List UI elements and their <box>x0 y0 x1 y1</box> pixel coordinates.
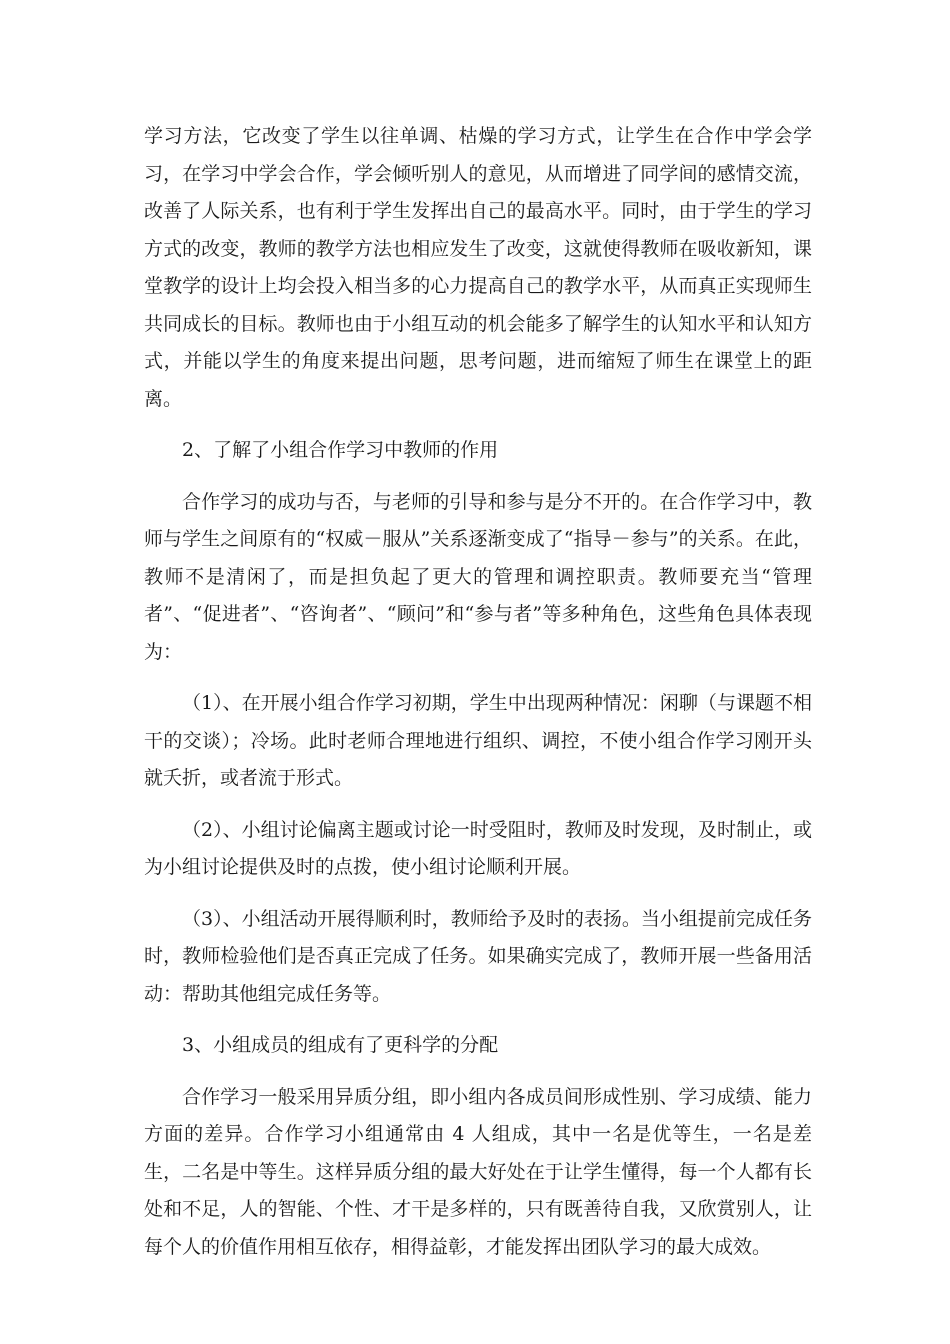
paragraph-continuation: 学习方法，它改变了学生以往单调、枯燥的学习方式，让学生在合作中学会学习，在学习中学会合作，学会倾听别人的意见，从而增进了同学间的感情交流，改善了人际关系，也有利于学生发挥出自己的最高水平。同时，由于学生的学习方式的改变，教师的教学方法也相应发生了改变，这就使得教师在吸收新知，课堂教学的设计上均会投入相当多的心力提高自己的教学水平，从而真正实现师生共同成长的目标。教师也由于小组互动的机会能多了解学生的认知水平和认知方式，并能以学生的角度来提出问题，思考问题，进而缩短了师生在课堂上的距离。 <box>144 125 812 410</box>
list-item-1: （1）、在开展小组合作学习初期，学生中出现两种情况：闲聊（与课题不相干的交谈）；冷场。此时老师合理地进行组织、调控，不使小组合作学习刚开头就夭折，或者流于形式。 <box>144 692 812 789</box>
paragraph-group-composition: 合作学习一般采用异质分组，即小组内各成员间形成性别、学习成绩、能力方面的差异。合作学习小组通常由 4 人组成，其中一名是优等生，一名是差生，二名是中等生。这样异质分组的最大好处在于让学生懂得，每一个人都有长处和不足，人的智能、个性、才干是多样的，只有既善待自我，又欣赏别人，让每个人的价值作用相互依存，相得益彰，才能发挥出团队学习的最大成效。 <box>144 1085 812 1258</box>
paragraph-teacher-role: 合作学习的成功与否，与老师的引导和参与是分不开的。在合作学习中，教师与学生之间原有的“权威－服从”关系逐渐变成了“指导－参与”的关系。在此，教师不是清闲了，而是担负起了更大的管理和调控职责。教师要充当“管理者”、“促进者”、“咨询者”、“顾问”和“参与者”等多种角色，这些角色具体表现为： <box>144 490 812 663</box>
list-item-3: （3）、小组活动开展得顺利时，教师给予及时的表扬。当小组提前完成任务时，教师检验他们是否真正完成了任务。如果确实完成了，教师开展一些备用活动：帮助其他组完成任务等。 <box>144 907 812 1005</box>
section-heading-2: 2、了解了小组合作学习中教师的作用 <box>182 439 499 461</box>
document-body <box>144 118 812 1280</box>
section-heading-3: 3、小组成员的组成有了更科学的分配 <box>182 1034 499 1056</box>
list-item-2: （2）、小组讨论偏离主题或讨论一时受阻时，教师及时发现，及时制止，或为小组讨论提供及时的点拨，使小组讨论顺利开展。 <box>144 818 812 878</box>
